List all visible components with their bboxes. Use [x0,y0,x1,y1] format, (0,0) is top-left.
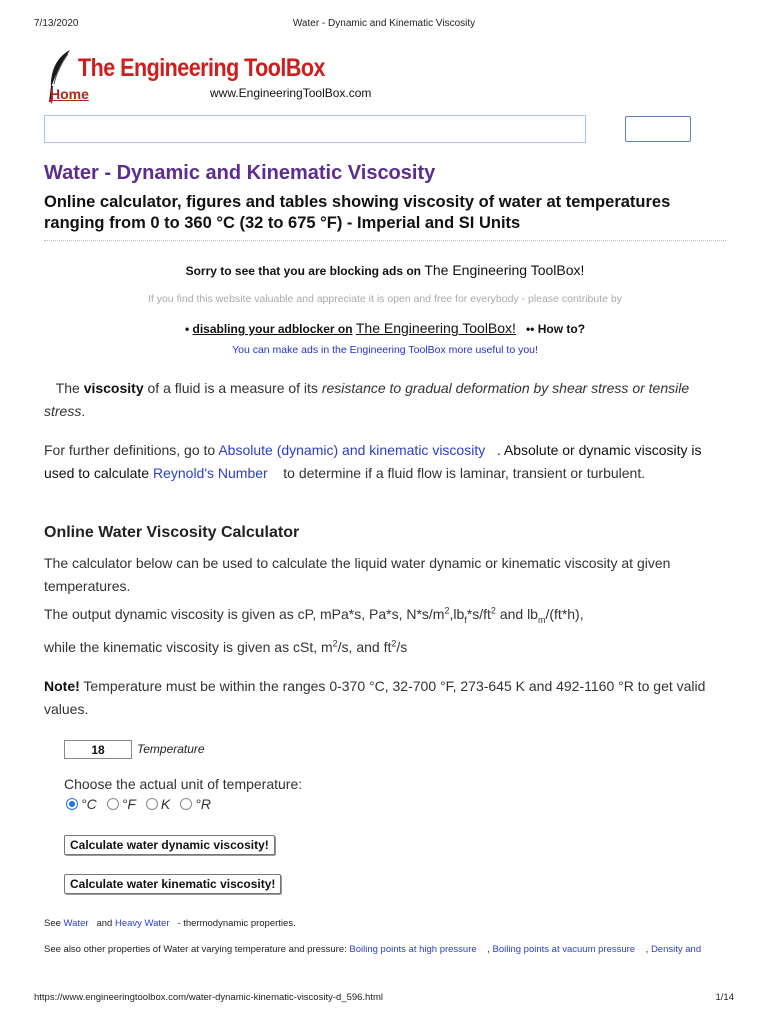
sup: 2 [332,638,338,649]
sub: f [464,614,467,625]
text: while the kinematic viscosity is given as cSt, m [44,639,333,655]
page-title: Water - Dynamic and Kinematic Viscosity [44,162,436,184]
text: The output dynamic viscosity is given as cP, mPa*s, Pa*s, N*s/m [44,606,445,622]
kinematic-units [44,636,734,659]
text: See [44,918,61,929]
adblock-notice [44,262,726,356]
radio-fahrenheit[interactable] [107,796,136,812]
text: , [487,944,490,955]
text: of a fluid is a measure of its [147,380,318,396]
radio-unselected-icon[interactable] [107,798,119,810]
text: ,lb [449,606,465,622]
radio-label: °R [195,796,211,812]
radio-rankine[interactable] [180,796,211,812]
text: /(ft*h), [545,606,584,622]
print-title: Water - Dynamic and Kinematic Viscosity [292,18,476,29]
viscosity-emphasis: resistance to gradual deformation by shear stress or tensile stress [44,380,690,419]
site-logo[interactable] [44,46,384,106]
unit-radio-group [66,796,221,812]
text: , [645,944,649,955]
text: and [96,918,113,929]
viscosity-definition [44,377,734,423]
reynolds-number-link[interactable]: Reynold's Number [152,465,268,481]
search-input[interactable] [44,115,586,143]
radio-selected-icon[interactable] [66,798,78,810]
site-url: www.EngineeringToolBox.com [210,86,372,100]
sup: 2 [444,605,450,616]
adblock-sorry [44,262,726,278]
sub: m [537,614,546,625]
text: - thermodynamic properties. [177,918,296,929]
see-thermodynamic-line [44,918,296,929]
radio-unselected-icon[interactable] [146,798,158,810]
temperature-input[interactable] [64,740,132,759]
radio-label: °F [121,796,136,812]
see-also-line [44,944,701,955]
text: to determine if a fluid flow is laminar, transient or turbulent. [283,465,646,481]
note-label: Note! [44,678,80,694]
adblock-brand: The Engineering ToolBox! [424,262,585,278]
text: /s [396,639,408,655]
text: and lb [495,606,538,622]
disable-adblocker-link[interactable]: disabling your adblocker on [192,322,353,336]
text: The [55,380,80,396]
viscosity-term: viscosity [83,380,144,396]
text: *s/ft [466,606,491,622]
radio-unselected-icon[interactable] [180,798,192,810]
temperature-note [44,675,734,721]
heavy-water-link[interactable]: Heavy Water [114,918,170,929]
calculate-dynamic-button[interactable]: Calculate water dynamic viscosity! [64,835,275,855]
radio-label: K [160,796,171,812]
print-footer [34,992,734,1003]
radio-kelvin[interactable] [146,796,170,812]
temperature-label: Temperature [137,742,205,756]
unit-choose-label: Choose the actual unit of temperature: [64,776,303,792]
calculate-kinematic-button[interactable]: Calculate water kinematic viscosity! [64,874,281,894]
density-link[interactable]: Density and [650,944,702,955]
radio-label: °C [81,796,97,812]
sup: 2 [490,605,496,616]
disable-adblocker-brand-link[interactable]: The Engineering ToolBox! [355,320,516,336]
how-to-link[interactable]: •• How to? [525,322,586,336]
print-date: 7/13/2020 [34,18,79,29]
boiling-high-pressure-link[interactable]: Boiling points at high pressure [349,944,477,955]
page-number: 1/14 [715,992,734,1003]
print-header [34,18,734,32]
text: For further definitions, go to [44,442,216,458]
ads-useful-link[interactable]: You can make ads in the Engineering ToolBox more useful to you! [232,344,538,356]
calculator-heading: Online Water Viscosity Calculator [44,524,300,541]
text: . [81,403,86,419]
note-text: Temperature must be within the ranges 0-370 °C, 32-700 °F, 273-645 K and 492-1160 °R to get valid values. [44,678,706,717]
search-button[interactable] [625,116,691,142]
page-subtitle: Online calculator, figures and tables showing viscosity of water at temperatures ranging from 0 to 360 °C (32 to 675 °F) - Imperial and SI Units [44,192,726,241]
text: See also other properties of Water at varying temperature and pressure: [44,944,347,955]
absolute-kinematic-viscosity-link[interactable]: Absolute (dynamic) and kinematic viscosity [218,442,486,458]
text: /s, and ft [337,639,392,655]
text: . Absolute or dynamic viscosity is used to calculate [44,442,702,481]
sup: 2 [391,638,397,649]
radio-celsius[interactable] [66,796,97,812]
home-link[interactable]: Home [50,86,89,102]
logo-text: The Engineering ToolBox [78,54,325,82]
calculator-description: The calculator below can be used to calculate the liquid water dynamic or kinematic viscosity at given temperatures. [44,555,671,594]
bullet: • [184,322,190,336]
adblock-disable-line [44,320,726,336]
boiling-vacuum-pressure-link[interactable]: Boiling points at vacuum pressure [492,944,636,955]
output-units [44,603,734,626]
adblock-sorry-text: Sorry to see that you are blocking ads on [185,264,421,278]
print-url: https://www.engineeringtoolbox.com/water-dynamic-kinematic-viscosity-d_596.html [34,992,384,1003]
further-definitions [44,439,734,485]
water-link[interactable]: Water [63,918,89,929]
adblock-contribute: If you find this website valuable and appreciate it is open and free for everybody - please contribute by [148,293,622,305]
